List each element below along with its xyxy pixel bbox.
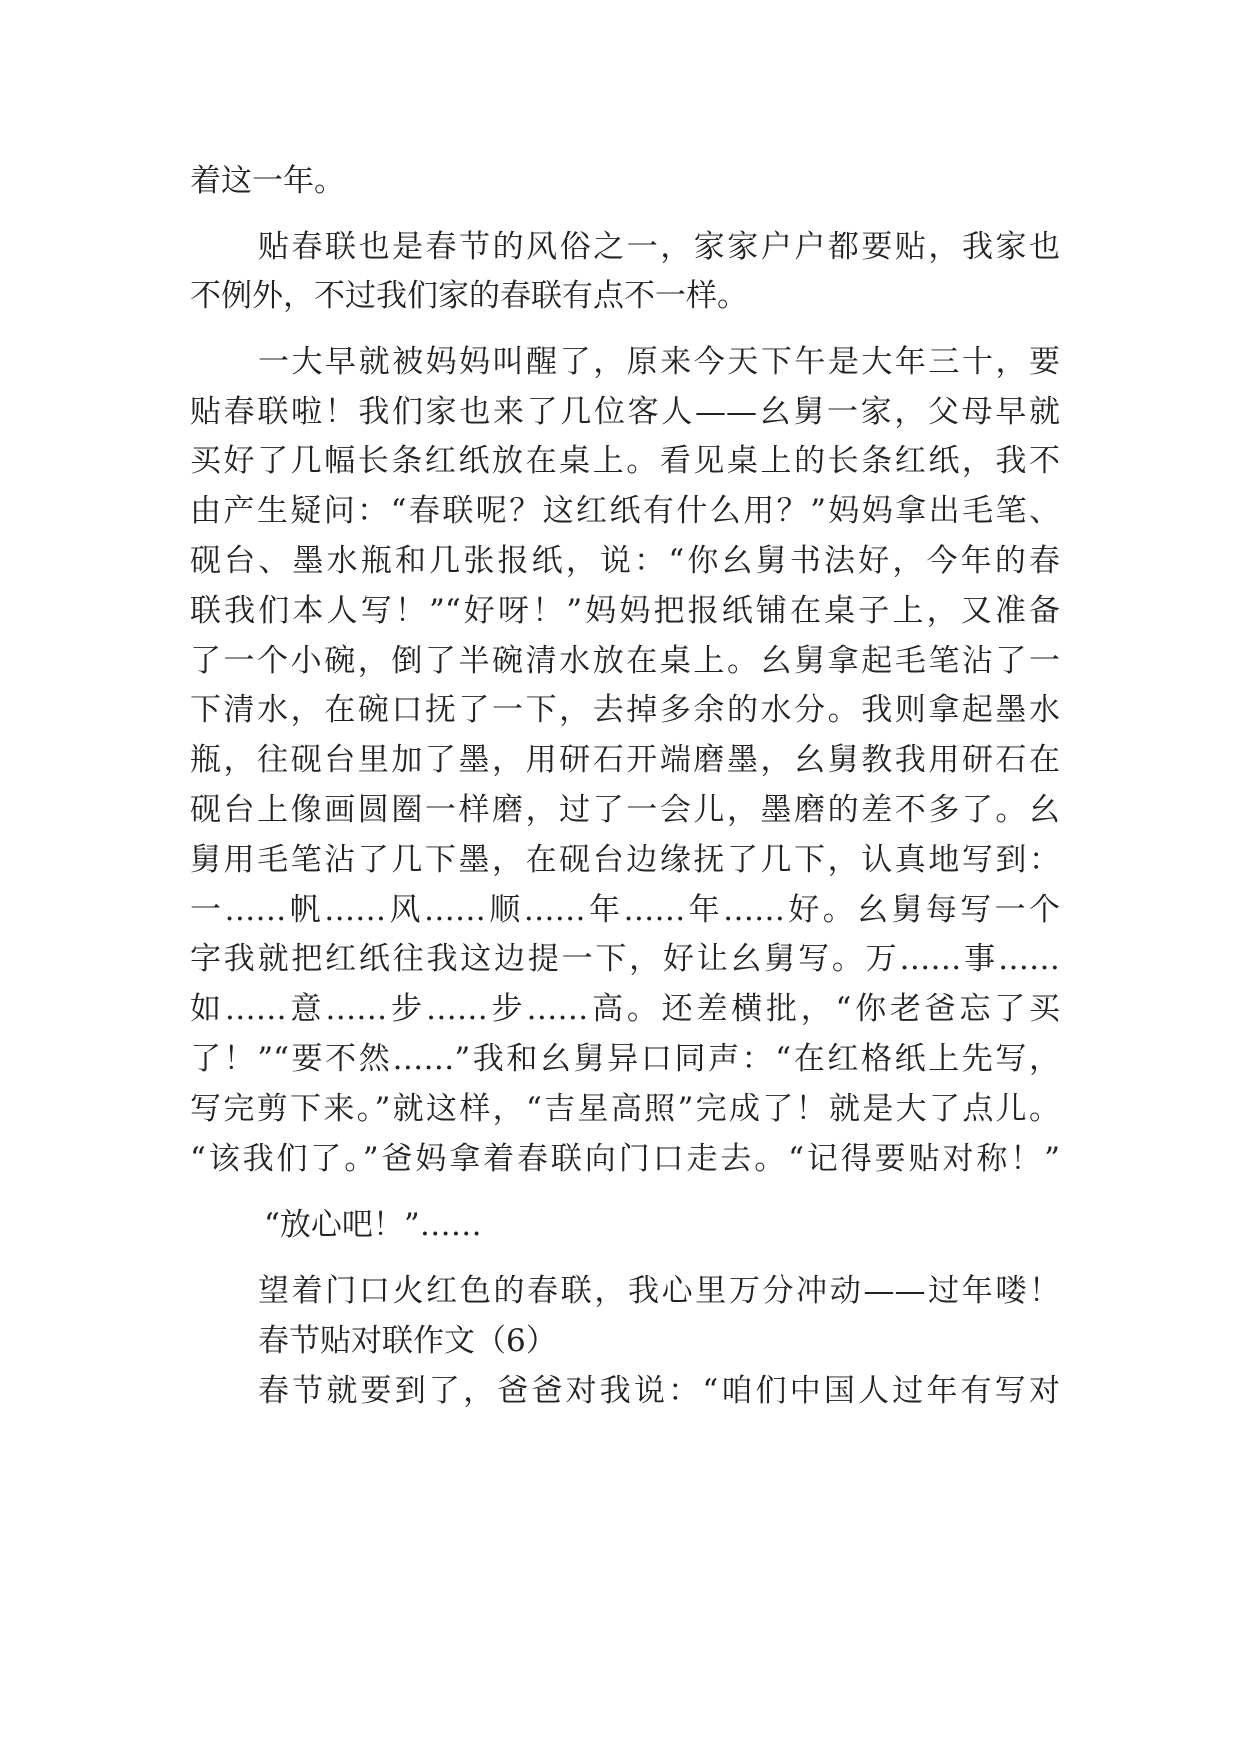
text-line: 砚台、墨水瓶和几张报纸，说：“你幺舅书法好，今年的春	[190, 543, 1060, 579]
text-line: 着这一年。	[190, 163, 345, 199]
text-line: 由产生疑问：“春联呢？这红纸有什么用？”妈妈拿出毛笔、	[190, 493, 1060, 529]
text-line: 舅用毛笔沾了几下墨，在砚台边缘抚了几下，认真地写到：	[190, 842, 1060, 878]
section-heading: 春节贴对联作文（6）	[258, 1323, 557, 1359]
text-line: “放心吧！”……	[264, 1207, 482, 1243]
text-line: 一……帆……风……顺……年……年……好。幺舅每写一个	[190, 892, 1060, 928]
text-line: 砚台上像画圆圈一样磨，过了一会儿，墨磨的差不多了。幺	[190, 792, 1060, 828]
text-line: 贴春联啦！我们家也来了几位客人——幺舅一家，父母早就	[190, 394, 1060, 430]
text-line: “该我们了。”爸妈拿着春联向门口走去。“记得要贴对称！”	[190, 1141, 1060, 1177]
text-line: 写完剪下来。”就这样，“吉星高照”完成了！就是大了点儿。	[190, 1091, 1060, 1127]
text-line: 联我们本人写！”“好呀！”妈妈把报纸铺在桌子上，又准备	[190, 593, 1060, 629]
text-line: 一大早就被妈妈叫醒了，原来今天下午是大年三十，要	[258, 344, 1060, 380]
text-line: 如……意……步……步……高。还差横批，“你老爸忘了买	[190, 991, 1060, 1027]
text-line: 下清水，在碗口抚了一下，去掉多余的水分。我则拿起墨水	[190, 692, 1060, 728]
text-line: 贴春联也是春节的风俗之一，家家户户都要贴，我家也	[258, 229, 1060, 265]
text-line: 买好了几幅长条红纸放在桌上。看见桌上的长条红纸，我不	[190, 443, 1060, 479]
text-line: 了一个小碗，倒了半碗清水放在桌上。幺舅拿起毛笔沾了一	[190, 643, 1060, 679]
text-line: 了！”“要不然……”我和幺舅异口同声：“在红格纸上先写，	[190, 1041, 1060, 1077]
text-line: 春节就要到了，爸爸对我说：“咱们中国人过年有写对	[258, 1373, 1060, 1409]
text-line: 字我就把红纸往我这边提一下，好让幺舅写。万……事……	[190, 941, 1060, 977]
text-line: 望着门口火红色的春联，我心里万分冲动——过年喽！	[258, 1273, 1060, 1309]
text-line: 不例外，不过我们家的春联有点不一样。	[190, 278, 748, 314]
text-line: 瓶，往砚台里加了墨，用研石开端磨墨，幺舅教我用研石在	[190, 742, 1060, 778]
